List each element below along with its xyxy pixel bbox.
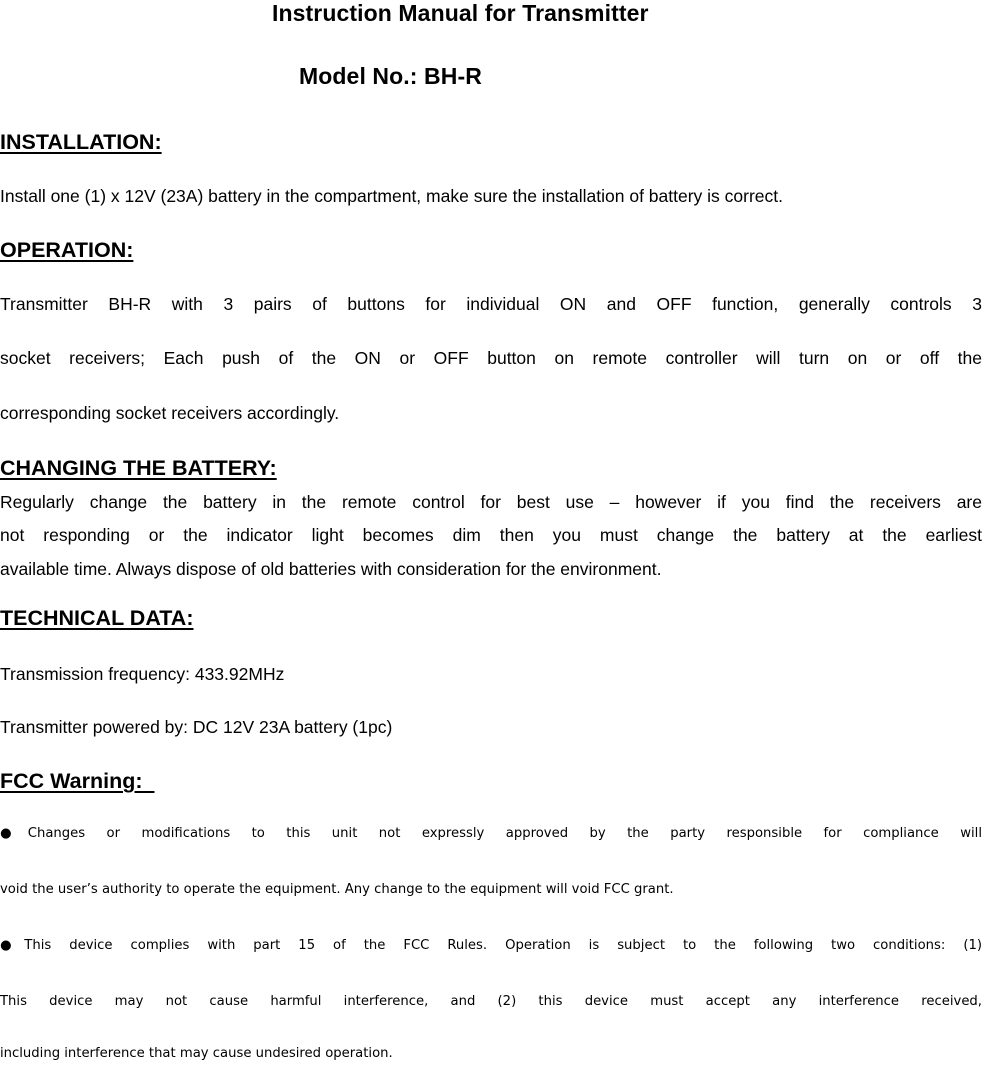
fcc-line: ●Changes or modifications to this unit not expressly approved by the party responsible for compliance will (0, 826, 982, 841)
technical-data-heading: TECHNICAL DATA: (0, 606, 194, 630)
fcc-warning-heading: FCC Warning: (0, 769, 155, 793)
changing-battery-line: available time. Always dispose of old batteries with consideration for the environment. (0, 559, 662, 579)
operation-line: socket receivers; Each push of the ON or OFF button on remote controller will turn on or off the (0, 348, 982, 368)
document-title: Instruction Manual for Transmitter (272, 0, 649, 26)
operation-line: Transmitter BH-R with 3 pairs of buttons for individual ON and OFF function, generally controls 3 (0, 294, 982, 314)
installation-heading: INSTALLATION: (0, 130, 162, 154)
model-number: Model No.: BH-R (299, 63, 482, 89)
installation-text: Install one (1) x 12V (23A) battery in the compartment, make sure the installation of battery is correct. (0, 186, 783, 206)
operation-line: corresponding socket receivers accordingly. (0, 403, 340, 423)
transmission-frequency: Transmission frequency: 433.92MHz (0, 664, 285, 684)
fcc-line: void the user’s authority to operate the equipment. Any change to the equipment will void FCC grant. (0, 882, 674, 897)
fcc-line: ●This device complies with part 15 of the FCC Rules. Operation is subject to the following two conditions: (1) (0, 938, 982, 953)
changing-battery-line: Regularly change the battery in the remote control for best use – however if you find the receivers are (0, 492, 982, 512)
fcc-line: including interference that may cause undesired operation. (0, 1046, 393, 1061)
operation-heading: OPERATION: (0, 238, 134, 262)
transmitter-power: Transmitter powered by: DC 12V 23A battery (1pc) (0, 717, 393, 737)
fcc-line: This device may not cause harmful interference, and (2) this device must accept any interference received, (0, 994, 982, 1009)
changing-battery-line: not responding or the indicator light becomes dim then you must change the battery at the earliest (0, 525, 982, 545)
changing-battery-heading: CHANGING THE BATTERY: (0, 456, 277, 480)
